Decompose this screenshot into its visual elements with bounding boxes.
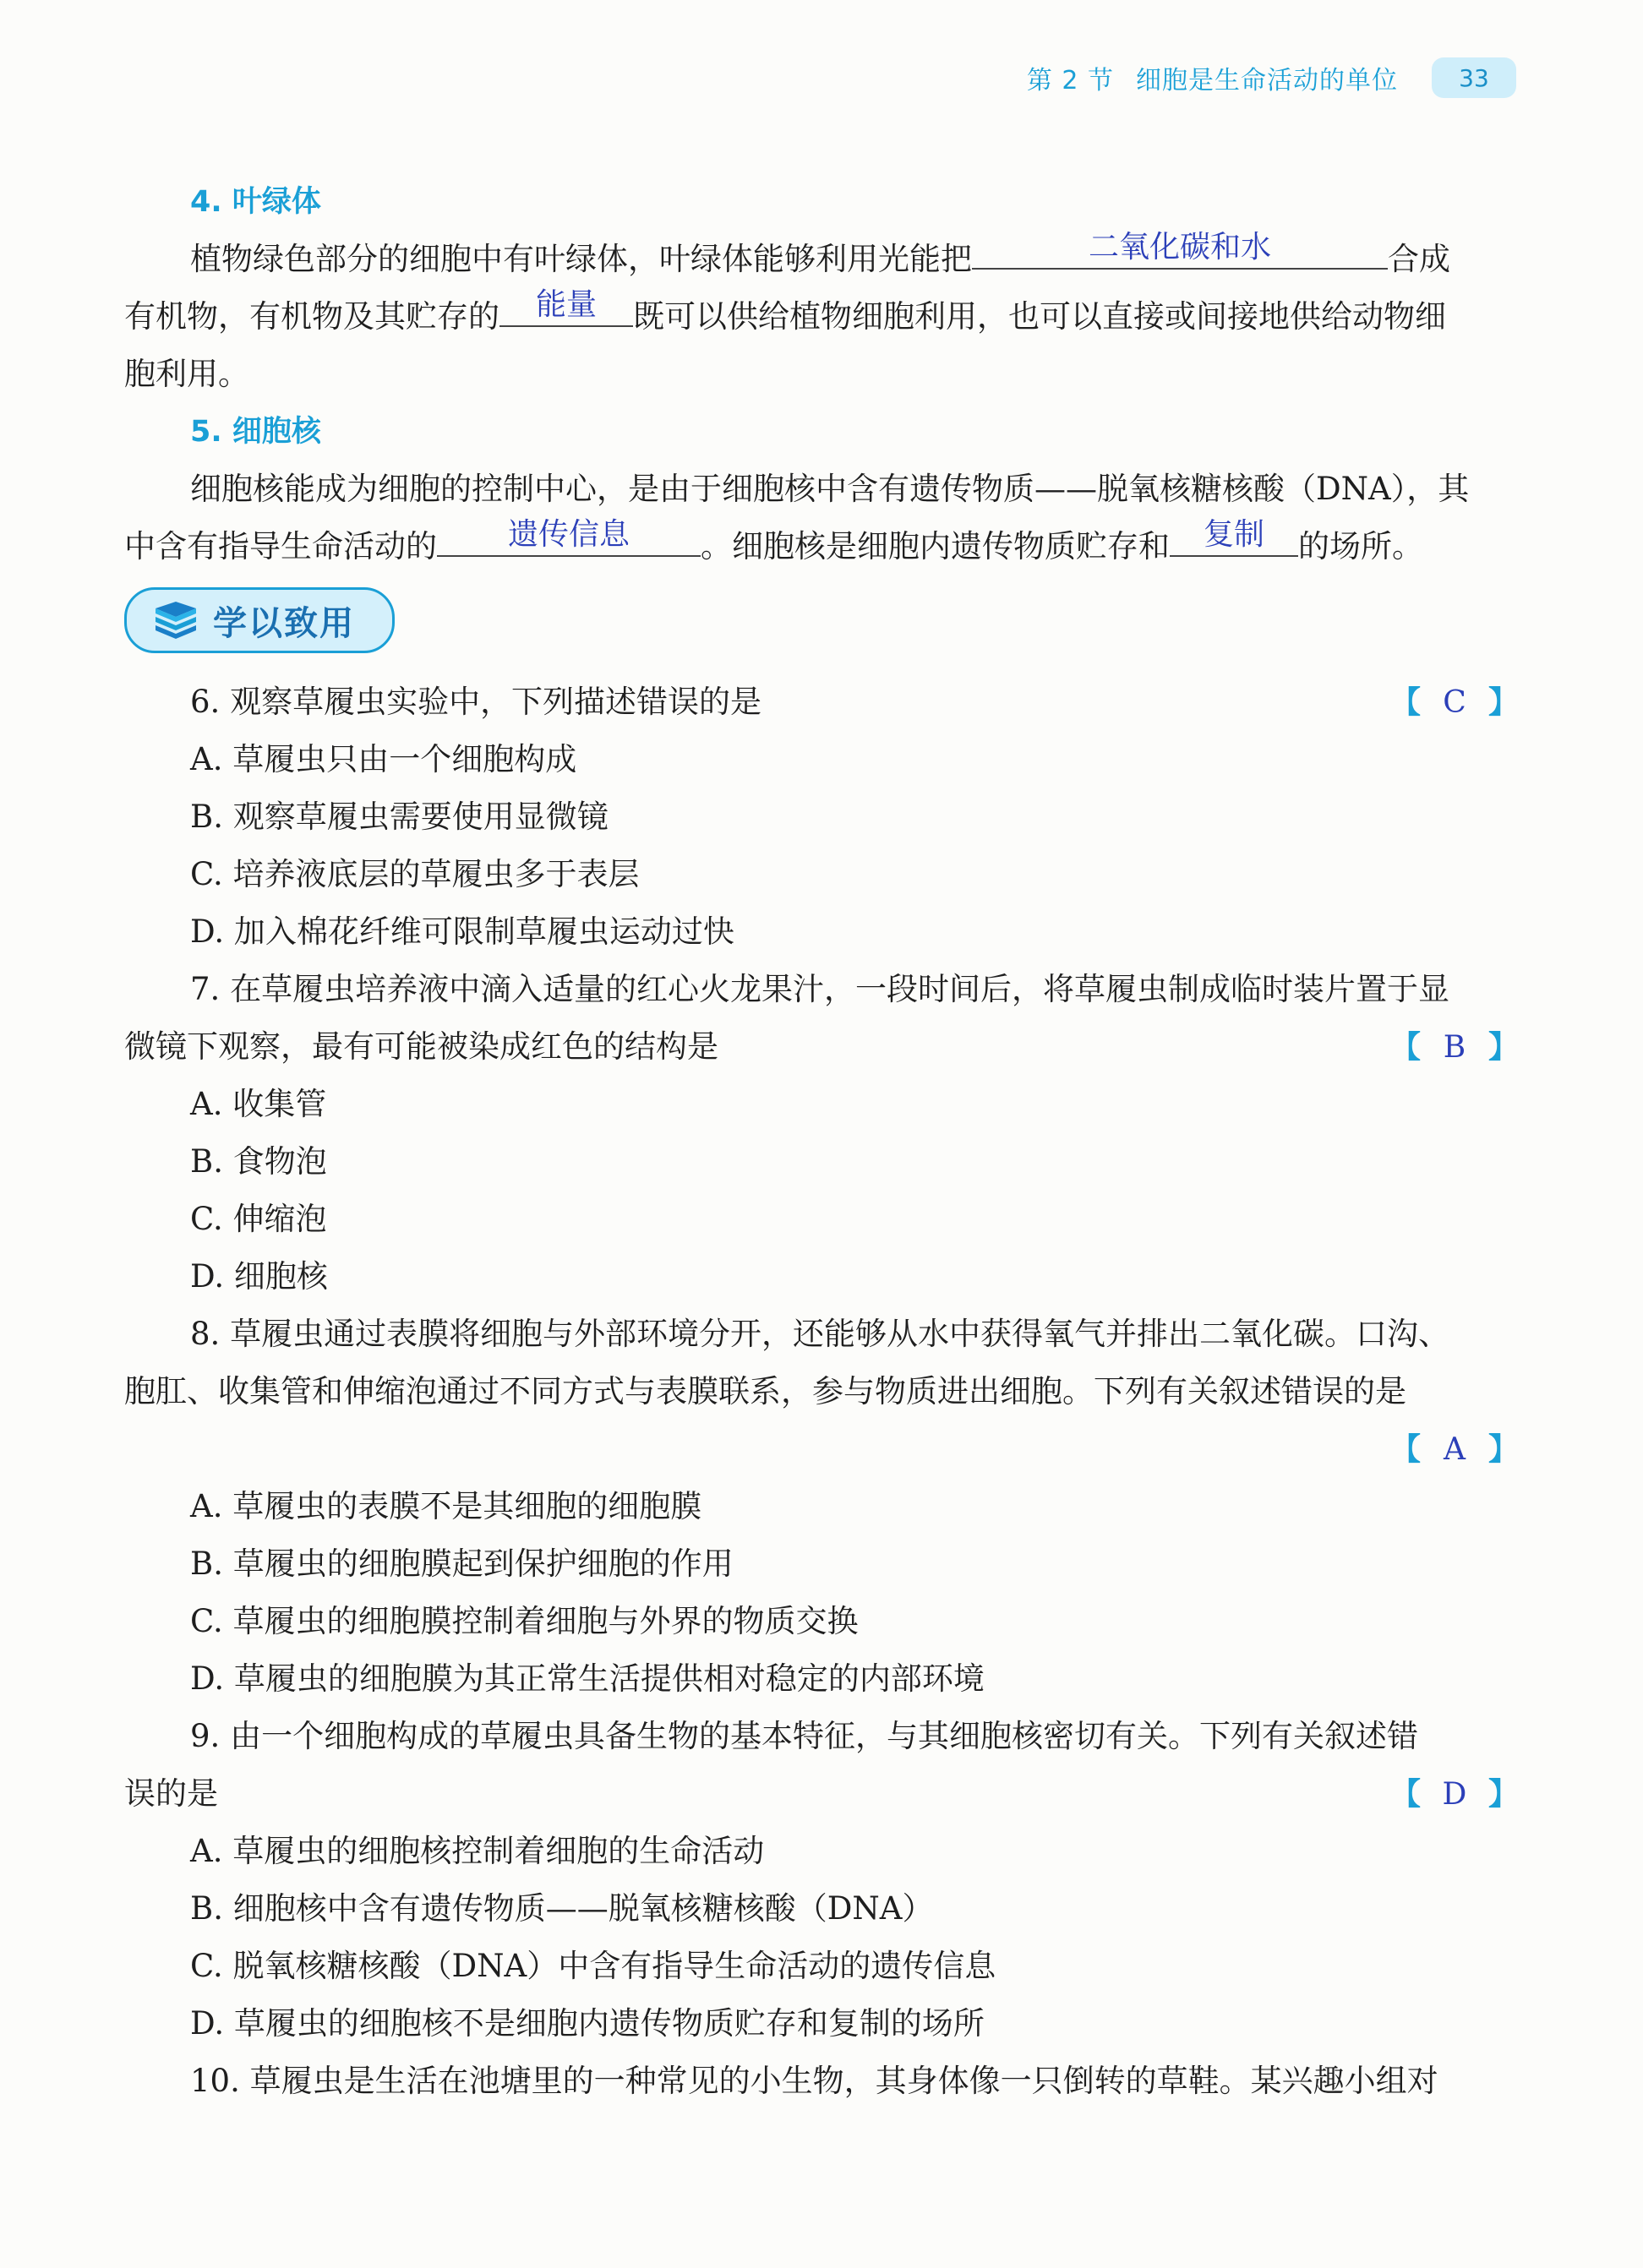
q7-option-b: B. 食物泡 — [190, 1143, 327, 1180]
q8-stem-line2: 胞肛、收集管和伸缩泡通过不同方式与表膜联系，参与物质进出细胞。下列有关叙述错误的是 — [124, 1373, 1406, 1409]
p4-line1: 植物绿色部分的细胞中有叶绿体，叶绿体能够利用光能把 二氧化碳和水 合成 — [124, 231, 1519, 288]
handwritten-answer: 二氧化碳和水 — [1088, 230, 1271, 264]
q8-option-c: C. 草履虫的细胞膜控制着细胞与外界的物质交换 — [190, 1603, 859, 1639]
q10-stem-line1: 10. 草履虫是生活在池塘里的一种常见的小生物，其身体像一只倒转的草鞋。某兴趣小组对 — [190, 2063, 1438, 2099]
q6-stem: 6. 观察草履虫实验中，下列描述错误的是 【 C 】 — [124, 673, 1519, 731]
q7-option-c: C. 伸缩泡 — [190, 1201, 327, 1237]
q9-option-d: D. 草履虫的细胞核不是细胞内遗传物质贮存和复制的场所 — [190, 2005, 985, 2042]
page-content — [124, 173, 1519, 2110]
section-title-practice: 学以致用 — [213, 603, 355, 643]
q6-option-a: A. 草履虫只由一个细胞构成 — [190, 741, 577, 777]
p5-line2: 中含有指导生命活动的 遗传信息 。细胞核是细胞内遗传物质贮存和 复制 的场所。 — [124, 518, 1519, 575]
q9-option-b: B. 细胞核中含有遗传物质——脱氧核糖核酸（DNA） — [190, 1890, 934, 1927]
heading-nucleus: 5. 细胞核 — [190, 415, 321, 449]
q6-answer: 【 C 】 — [1389, 684, 1519, 720]
q7-option-d: D. 细胞核 — [190, 1258, 328, 1295]
q6-option-b: B. 观察草履虫需要使用显微镜 — [190, 799, 609, 835]
section-banner — [124, 587, 395, 653]
page-number: 33 — [1432, 57, 1516, 98]
section-number: 第 2 节 — [1026, 66, 1114, 95]
q9-stem-line1: 9. 由一个细胞构成的草履虫具备生物的基本特征，与其细胞核密切有关。下列有关叙述错 — [190, 1718, 1419, 1754]
heading-chloroplast: 4. 叶绿体 — [190, 185, 321, 219]
q8-option-a: A. 草履虫的表膜不是其细胞的细胞膜 — [190, 1488, 702, 1524]
q8-option-d: D. 草履虫的细胞膜为其正常生活提供相对稳定的内部环境 — [190, 1660, 985, 1697]
q9-answer: 【 D 】 — [1389, 1776, 1519, 1812]
q9-option-a: A. 草履虫的细胞核控制着细胞的生命活动 — [190, 1833, 765, 1869]
page-header — [1027, 57, 1516, 98]
handwritten-answer: 遗传信息 — [507, 517, 630, 552]
q9-option-c: C. 脱氧核糖核酸（DNA）中含有指导生命活动的遗传信息 — [190, 1948, 996, 1984]
p4-line2: 有机物，有机物及其贮存的 能量 既可以供给植物细胞利用，也可以直接或间接地供给动物细 — [124, 288, 1519, 346]
section-title: 细胞是生命活动的单位 — [1136, 66, 1398, 95]
q7-stem-line1: 7. 在草履虫培养液中滴入适量的红心火龙果汁，一段时间后，将草履虫制成临时装片置于显 — [190, 971, 1450, 1007]
handwritten-answer: 能量 — [535, 287, 597, 322]
section-label — [1027, 59, 1398, 96]
q8-option-b: B. 草履虫的细胞膜起到保护细胞的作用 — [190, 1546, 734, 1582]
q7-option-a: A. 收集管 — [190, 1086, 327, 1122]
q7-stem-line2: 微镜下观察，最有可能被染成红色的结构是 【 B 】 — [124, 1018, 1519, 1076]
q6-option-d: D. 加入棉花纤维可限制草履虫运动过快 — [190, 913, 734, 950]
blank-energy — [499, 288, 633, 327]
blank-replication — [1170, 518, 1298, 557]
blank-genetic-info — [437, 518, 701, 557]
q9-stem-line2: 误的是 【 D 】 — [124, 1765, 1519, 1823]
q7-answer: 【 B 】 — [1389, 1029, 1519, 1065]
book-stack-icon — [152, 600, 199, 641]
q8-stem-line1: 8. 草履虫通过表膜将细胞与外部环境分开，还能够从水中获得氧气并排出二氧化碳。口沟、 — [190, 1316, 1450, 1352]
q6-option-c: C. 培养液底层的草履虫多于表层 — [190, 856, 640, 892]
handwritten-answer: 复制 — [1203, 517, 1264, 552]
blank-co2-water — [972, 231, 1388, 270]
q8-answer-line — [124, 1420, 1519, 1478]
p5-line1: 细胞核能成为细胞的控制中心，是由于细胞核中含有遗传物质——脱氧核糖核酸（DNA），其 — [190, 471, 1470, 507]
p4-line3: 胞利用。 — [124, 356, 249, 392]
q8-answer: 【 A 】 — [1389, 1431, 1519, 1467]
